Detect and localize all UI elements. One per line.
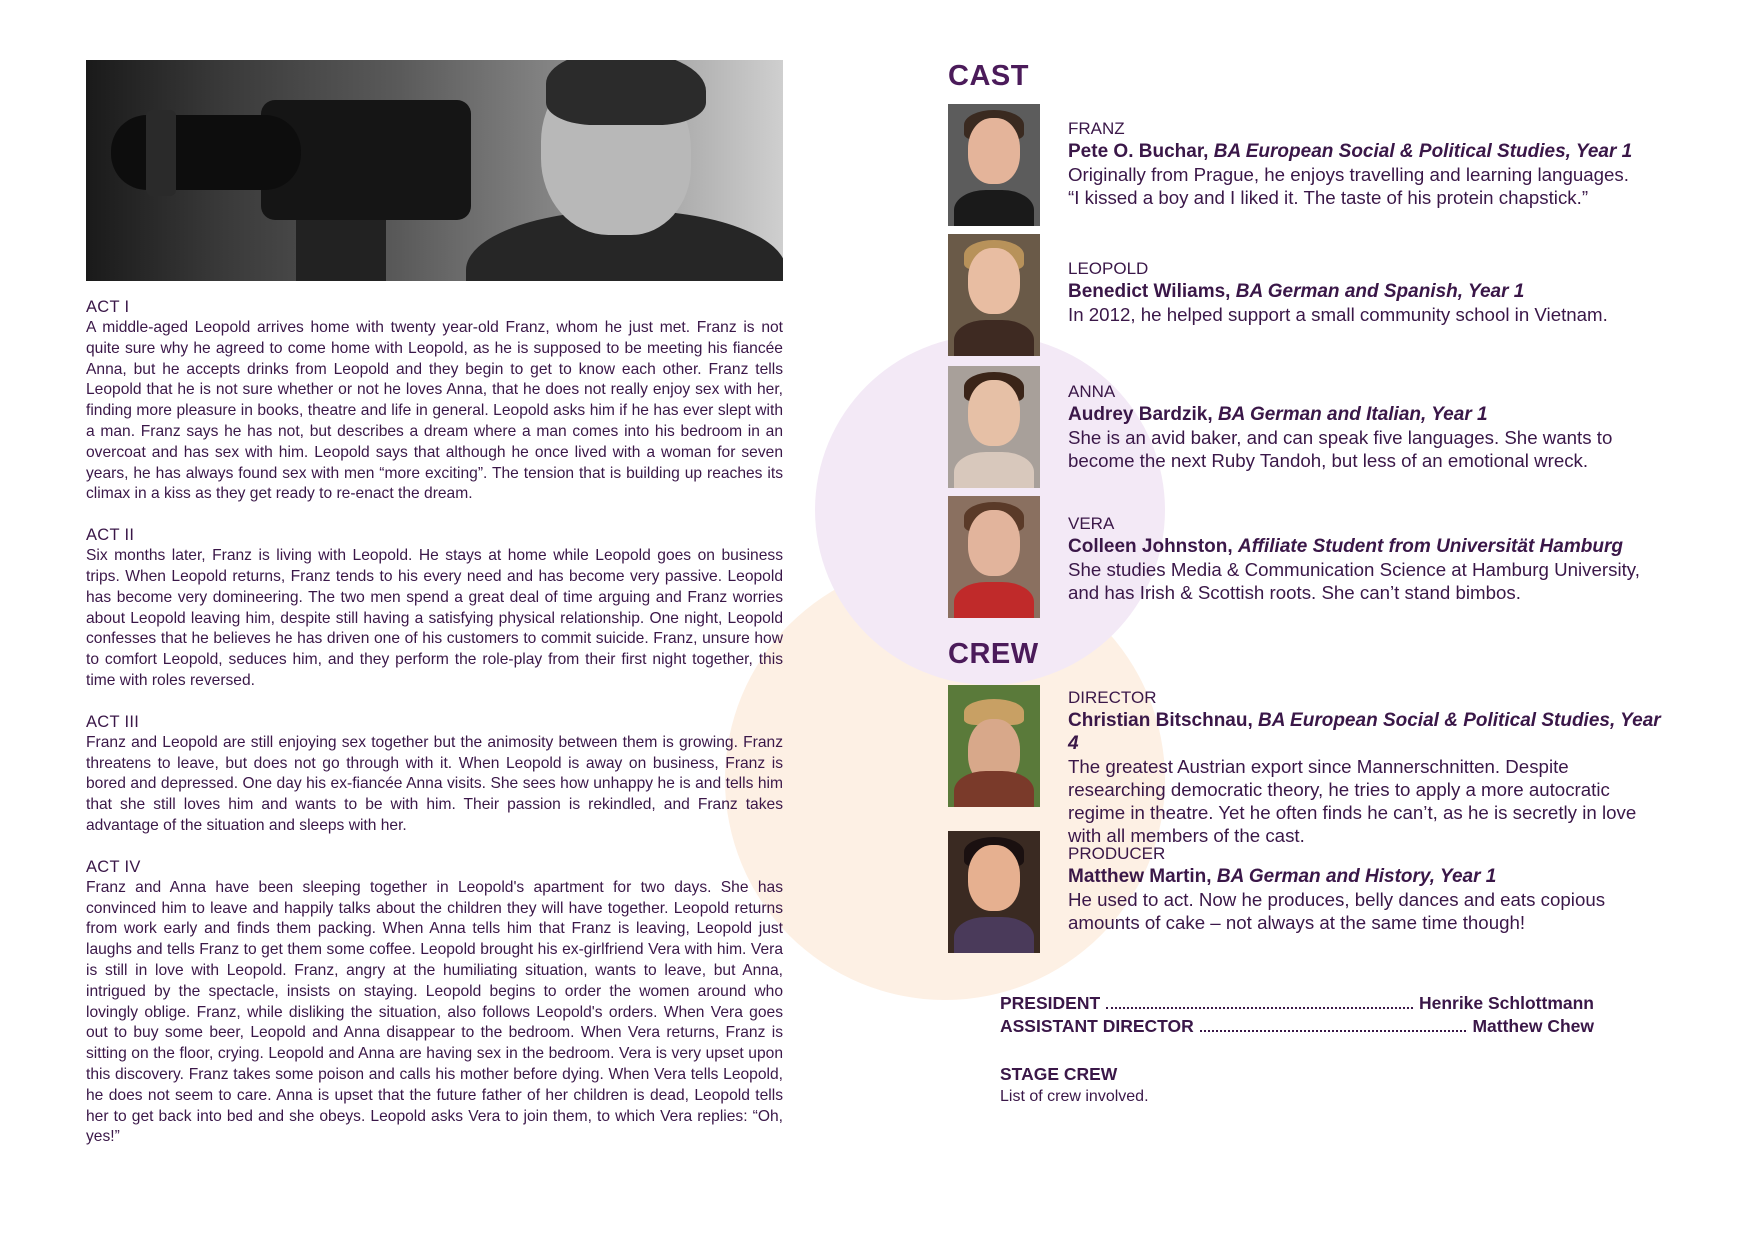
cast-entry-vera [1068, 513, 1668, 604]
cast-entry-leopold [1068, 258, 1668, 326]
crew-bio-line: amounts of cake – not always at the same time though! [1068, 912, 1526, 933]
credit-row [1000, 992, 1594, 1015]
actor-program: Affiliate Student from Universität Hamburg [1237, 536, 1623, 557]
crew-bio-line: with all members of the cast. [1068, 825, 1305, 846]
act-text: Franz and Anna have been sleeping together in Leopold's apartment for two days. She has convinced him to leave and happily talks about the children they will have together. Leopold returns from work early and finds them packing. When Anna tells him that Franz is leaving, Leopold just laughs and tells Franz to get them some coffee. Leopold brought his ex-girlfriend Vera with him. Vera is still in love with Leopold. Franz, angry at the humiliating situation, wants to leave, but Anna, intrigued by the spectacle, insists on staying. Leopold begins to order the women around who lovingly oblige. Franz, while disliking the situation, also follows Leopold's orders. When Vera goes out to buy some beer, Leopold and Anna disappear to the bedroom. When Vera returns, Franz is sitting on the floor, crying. Leopold and Anna are having sex in the bedroom. Vera is very upset upon this discovery. Franz takes some poison and calls his mother before dying. When Vera tells Leopold, he does not seem to care. Anna is upset that the future father of her children is dead, Leopold tells her to get back into bed and she obeys. Leopold asks Vera to join them, to which Vera replies: “Oh, yes!” [86, 878, 783, 1146]
crew-program: BA German and History, Year 1 [1216, 866, 1497, 887]
cast-heading: CAST [948, 60, 1029, 92]
role-label: VERA [1068, 514, 1115, 533]
act-text: Six months later, Franz is living with Leopold. He stays at home while Leopold goes on business trips. When Leopold returns, Franz tends to his every need and has become very passive. Leopold has become very domineering. The two men spend a great deal of time arguing and Franz worries about Leopold leaving him, despite still having a satisfying physical relationship. One night, Leopold confesses that he believes he has driven one of his customers to commit suicide. Franz, unsure how to comfort Leopold, seduces him, and they perform the role-play from their first night together, this time with roles reversed. [86, 547, 783, 689]
act-4 [86, 857, 783, 1148]
actor-bio-line: and has Irish & Scottish roots. She can’t stand bimbos. [1068, 582, 1521, 603]
credits-list [1000, 992, 1594, 1038]
crew-entry-director [1068, 687, 1668, 847]
crew-bio-line: researching democratic theory, he tries to apply a more autocratic [1068, 779, 1610, 800]
act-3 [86, 712, 783, 837]
director-camera-photo [86, 60, 783, 281]
crew-bio-line: regime in theatre. Yet he often finds he can’t, as he is secretly in love [1068, 802, 1637, 823]
crew-entry-producer [1068, 843, 1668, 934]
role-label: ANNA [1068, 382, 1116, 401]
act-title: ACT III [86, 712, 140, 731]
director-portrait [948, 685, 1040, 807]
vera-portrait [948, 496, 1040, 618]
act-title: ACT II [86, 526, 135, 545]
anna-portrait [948, 366, 1040, 488]
cast-entry-franz [1068, 118, 1668, 209]
crew-heading: CREW [948, 638, 1039, 670]
act-1 [86, 297, 783, 505]
act-title: ACT IV [86, 857, 141, 876]
actor-name: Audrey Bardzik, BA German and Italian, Year 1 [1068, 404, 1488, 425]
actor-program: BA European Social & Political Studies, Year 1 [1213, 141, 1633, 162]
actor-bio-line: She studies Media & Communication Science at Hamburg University, [1068, 559, 1640, 580]
credit-value: Henrike Schlottmann [1418, 993, 1594, 1013]
act-title: ACT I [86, 298, 130, 316]
credit-label: PRESIDENT [1000, 993, 1101, 1013]
credit-label: ASSISTANT DIRECTOR [1000, 1016, 1194, 1036]
role-label: LEOPOLD [1068, 259, 1149, 278]
actor-program: BA German and Italian, Year 1 [1217, 404, 1488, 425]
act-text: Franz and Leopold are still enjoying sex together but the animosity between them is growing. Franz threatens to leave, but does not go through with it. When Leopold is away on business, Franz is bored and depressed. One day his ex-fiancée Anna visits. She sees how unhappy he is and tells him that she still loves him and wants to be with him. Their passion is rekindled, and Franz takes advantage of the situation and sleeps with her. [86, 733, 783, 834]
stage-crew-title: STAGE CREW [1000, 1064, 1118, 1084]
producer-portrait [948, 831, 1040, 953]
stage-crew [1000, 1062, 1149, 1108]
stage-crew-text: List of crew involved. [1000, 1088, 1149, 1105]
act-2 [86, 525, 783, 692]
credit-value: Matthew Chew [1472, 1016, 1594, 1036]
role-label: FRANZ [1068, 119, 1125, 138]
actor-bio-line: “I kissed a boy and I liked it. The taste of his protein chapstick.” [1068, 187, 1589, 208]
crew-name: Matthew Martin, BA German and History, Year 1 [1068, 866, 1497, 887]
crew-program: BA European Social & Political Studies, Year 4 [1068, 710, 1661, 754]
synopsis [86, 297, 783, 1168]
actor-bio-line: become the next Ruby Tandoh, but less of an emotional wreck. [1068, 450, 1589, 471]
crew-bio-line: The greatest Austrian export since Mannerschnitten. Despite [1068, 756, 1569, 777]
actor-bio-line: Originally from Prague, he enjoys travelling and learning languages. [1068, 164, 1629, 185]
actor-bio-line: She is an avid baker, and can speak five languages. She wants to [1068, 427, 1613, 448]
cast-entry-anna [1068, 381, 1668, 472]
crew-name: Christian Bitschnau, BA European Social & Political Studies, Year 4 [1068, 710, 1661, 754]
actor-name: Colleen Johnston, Affiliate Student from Universität Hamburg [1068, 536, 1623, 557]
act-text: A middle-aged Leopold arrives home with twenty year-old Franz, whom he just met. Franz is not quite sure why he agreed to come home with Leopold, as he is supposed to be meeting his fiancée Anna, but he accepts drinks from Leopold and they begin to get to know each other. Franz tells Leopold that he is not sure whether or not he loves Anna, that he does not really enjoy sex with her, finding more pleasure in books, theatre and life in general. Leopold asks him if he has ever slept with a man. Franz says he has not, but describes a dream where a man comes into his bedroom in an overcoat and has sex with him. Leopold says that although he once lived with a woman for seven years, he has always found sex with men “more exciting”. The tension that is building up reaches its climax in a kiss as they get ready to re-enact the dream. [86, 319, 783, 503]
leopold-portrait [948, 234, 1040, 356]
franz-portrait [948, 104, 1040, 226]
crew-bio-line: He used to act. Now he produces, belly dances and eats copious [1068, 889, 1606, 910]
role-label: PRODUCER [1068, 844, 1166, 863]
actor-name: Pete O. Buchar, BA European Social & Political Studies, Year 1 [1068, 141, 1633, 162]
actor-name: Benedict Wiliams, BA German and Spanish, Year 1 [1068, 281, 1525, 302]
actor-bio-line: In 2012, he helped support a small community school in Vietnam. [1068, 304, 1608, 325]
role-label: DIRECTOR [1068, 688, 1157, 707]
credit-row [1000, 1015, 1594, 1038]
actor-program: BA German and Spanish, Year 1 [1235, 281, 1525, 302]
